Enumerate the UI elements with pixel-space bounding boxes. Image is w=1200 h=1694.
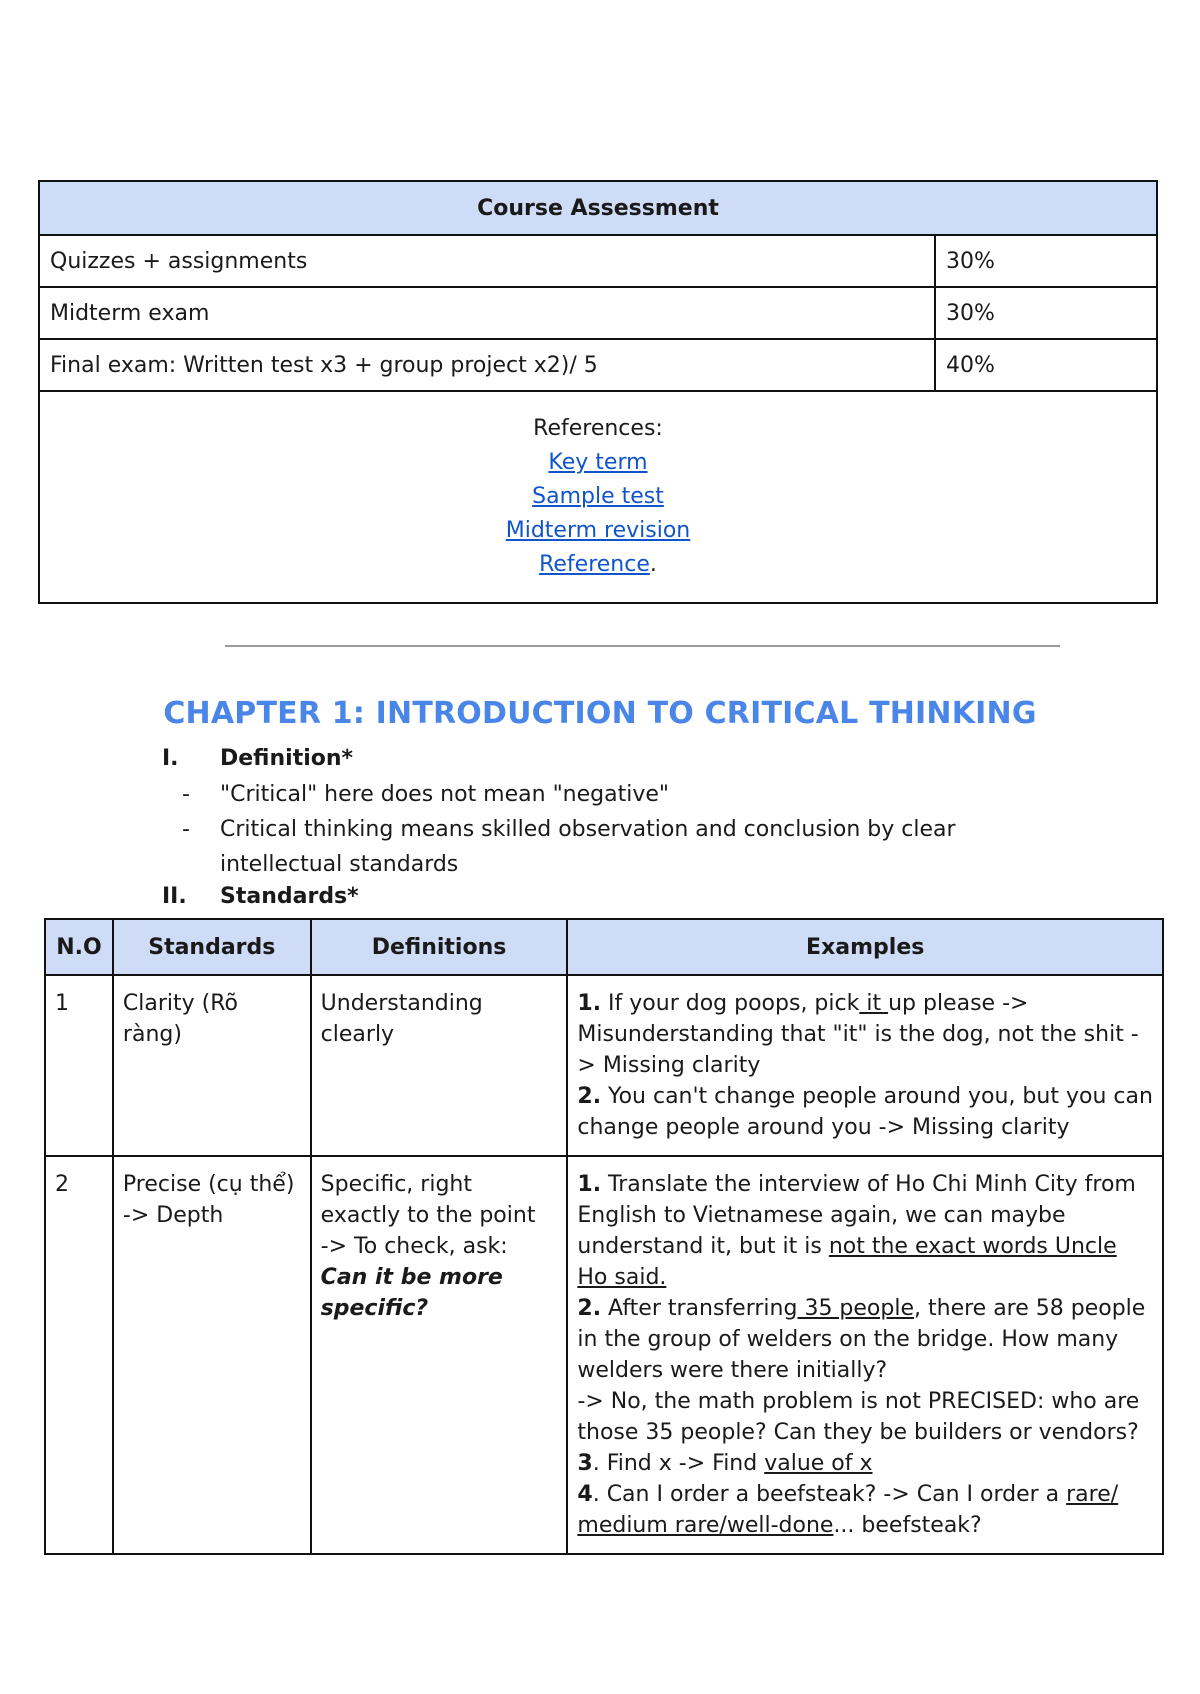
- example-number: 1.: [577, 1172, 602, 1197]
- references-cell: [39, 391, 1157, 603]
- example-item: [577, 1479, 1153, 1541]
- example-text: Translate the interview of Ho Chi Minh City from English to Vietnamese again, we can maybe understand it, but it is: [577, 1172, 1136, 1259]
- list-item: [182, 812, 1002, 882]
- example-text: . Find x -> Find: [592, 1451, 765, 1476]
- example-text: ... beefsteak?: [833, 1513, 982, 1538]
- example-text: After transferring: [601, 1296, 798, 1321]
- course-assessment-table: [38, 180, 1158, 604]
- example-number: 1.: [577, 991, 602, 1016]
- section-heading-definition: [162, 746, 762, 776]
- section-heading-standards: [162, 884, 762, 914]
- example-number: 3: [577, 1451, 593, 1476]
- assessment-item: Midterm exam: [39, 287, 935, 339]
- section-number: I.: [162, 746, 179, 771]
- example-item: [577, 988, 1153, 1081]
- chapter-title: CHAPTER 1: INTRODUCTION TO CRITICAL THINKING: [163, 696, 1037, 731]
- standard-examples: [567, 1156, 1163, 1554]
- example-text: , there are 58 people in the group of welders on the bridge. How many welders were there initially?: [577, 1296, 1146, 1383]
- table-row: [39, 287, 1157, 339]
- example-number: 4: [577, 1482, 593, 1507]
- example-item: -> No, the math problem is not PRECISED: who are those 35 people? Can they be builders or vendors?: [577, 1389, 1140, 1445]
- assessment-item: Quizzes + assignments: [39, 235, 935, 287]
- bullet-dash: -: [182, 782, 190, 807]
- standards-table: [44, 918, 1164, 1555]
- list-item: [182, 777, 1002, 812]
- assessment-weight: 40%: [935, 339, 1157, 391]
- standard-name: Clarity (Rõ ràng): [113, 975, 311, 1156]
- bullet-text: "Critical" here does not mean "negative": [220, 782, 670, 807]
- key-term-link[interactable]: Key term: [548, 450, 648, 475]
- example-item: [577, 1448, 1153, 1479]
- example-number: 2.: [577, 1296, 602, 1321]
- table-row: [45, 1156, 1163, 1554]
- header-definitions: Definitions: [311, 919, 568, 975]
- definition-question: Can it be more specific?: [320, 1265, 503, 1321]
- example-underlined: value of x: [764, 1451, 873, 1476]
- assessment-title: Course Assessment: [39, 181, 1157, 235]
- example-number: 2.: [577, 1084, 602, 1109]
- header-examples: Examples: [567, 919, 1163, 975]
- bullet-dash: -: [182, 817, 190, 842]
- references-label: References:: [533, 416, 663, 441]
- section-title: Definition*: [220, 746, 354, 771]
- header-no: N.O: [45, 919, 113, 975]
- row-number: 2: [45, 1156, 113, 1554]
- table-row: [45, 975, 1163, 1156]
- example-item: [577, 1169, 1153, 1293]
- example-underlined: it: [859, 991, 889, 1016]
- reference-link[interactable]: Reference: [539, 552, 650, 577]
- sample-test-link[interactable]: Sample test: [532, 484, 664, 509]
- definition-text: Specific, right exactly to the point: [320, 1172, 536, 1228]
- midterm-revision-link[interactable]: Midterm revision: [505, 518, 691, 543]
- example-underlined: rare/ medium rare/well-done: [577, 1482, 1119, 1538]
- example-text: You can't change people around you, but you can change people around you -> Missing clarity: [577, 1084, 1153, 1140]
- table-row: [39, 235, 1157, 287]
- example-text: . Can I order a beefsteak? -> Can I order a: [592, 1482, 1067, 1507]
- assessment-weight: 30%: [935, 287, 1157, 339]
- reference-period: .: [649, 552, 657, 577]
- example-underlined: 35 people: [797, 1296, 915, 1321]
- table-row: [39, 339, 1157, 391]
- assessment-item: Final exam: Written test x3 + group project x2)/ 5: [39, 339, 935, 391]
- standard-name: Precise (cụ thể) -> Depth: [113, 1156, 311, 1554]
- header-standards: Standards: [113, 919, 311, 975]
- section-title: Standards*: [220, 884, 359, 909]
- example-underlined: not the exact words Uncle Ho said.: [577, 1234, 1117, 1290]
- bullet-text: Critical thinking means skilled observation and conclusion by clear intellectual standards: [220, 817, 956, 877]
- example-item: [577, 1081, 1153, 1143]
- standard-definition: [311, 1156, 568, 1554]
- section-number: II.: [162, 884, 187, 909]
- definition-check: -> To check, ask:: [320, 1234, 508, 1259]
- example-item: [577, 1293, 1153, 1386]
- assessment-weight: 30%: [935, 235, 1157, 287]
- standard-examples: [567, 975, 1163, 1156]
- standard-definition: Understanding clearly: [311, 975, 568, 1156]
- example-text: up please -> Misunderstanding that "it" is the dog, not the shit -> Missing clarity: [577, 991, 1139, 1078]
- row-number: 1: [45, 975, 113, 1156]
- horizontal-divider: [225, 645, 1060, 647]
- example-text: If your dog poops, pick: [601, 991, 860, 1016]
